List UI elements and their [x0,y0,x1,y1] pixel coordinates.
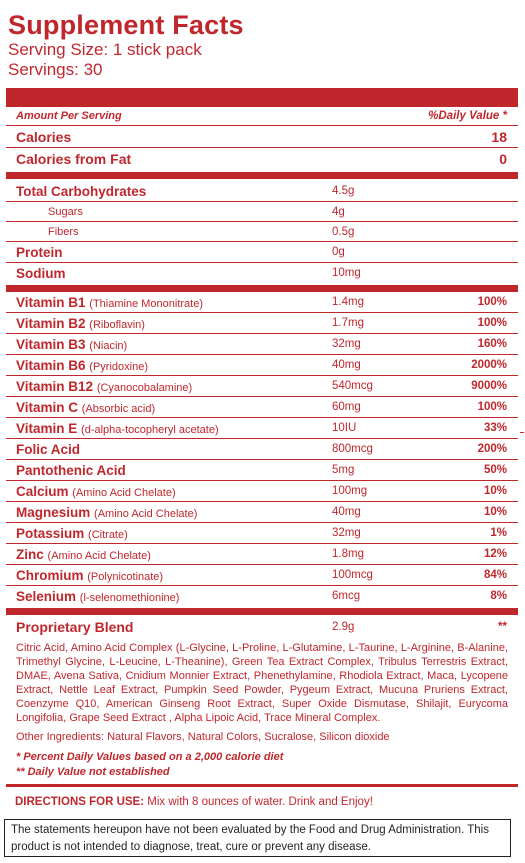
nutrient-name: Vitamin E [16,420,78,436]
nutrient-name: Selenium [16,588,77,604]
nutrient-amount: 1.4mg [332,296,364,308]
amount-per-serving-label: Amount Per Serving [16,110,122,122]
nutrient-row [6,502,518,522]
nutrient-name: Folic Acid [16,441,81,457]
nutrient-row [6,376,518,396]
nutrient-row [6,544,518,564]
nutrient-daily-value: 33% [483,422,507,434]
blend-ingredients: Citric Acid, Amino Acid Complex (L-Glycine, L-Proline, L-Glutamine, L-Taurine, L-Arginine, B-Alanine, Trimethyl Glycine, L-Leucine, L-Theanine), Green Tea Extract Complex, Tribulus Terrestris Extract, DMAE, Avena Sativa, Cnidium Monnier Extract, Phenethylamine, Rhodiola Extract, Maca, Lycopene Extract, Nettle Leaf Extract, Pumpkin Seed Powder, Pygeum Extract, Mucuna Pruriens Extract, Coenzyme Q10, American Ginseng Root Extract, Super Oxide Dismutase, Shilajit, Eurycoma Longifolia, Grape Seed Extract , Alpha Lipoic Acid, Trace Mineral Complex. [16,642,508,724]
nutrient-daily-value: 100% [477,401,507,413]
nutrient-form: (Polynicotinate) [87,570,164,583]
nutrient-row [6,565,518,585]
nutrient-form: (Thiamine Mononitrate) [89,297,204,310]
nutrient-name: Magnesium [16,504,91,520]
calories-from-fat-row: Calories from Fat 0 [16,150,507,167]
nutrient-form: (Amino Acid Chelate) [47,549,151,562]
carbohydrates-row: Total Carbohydrates 4.5g [16,183,355,199]
nutrient-daily-value: 84% [483,569,507,581]
nutrient-daily-value: 50% [483,464,507,476]
nutrient-name: Vitamin B2 [16,315,86,331]
directions-text: Mix with 8 ounces of water. Drink and Enjoy! [144,796,373,808]
medium-divider [6,608,518,615]
nutrient-amount: 1.8mg [332,548,364,560]
nutrient-form: (d-alpha-tocopheryl acetate) [81,423,219,436]
edge-tick [520,432,524,433]
nutrient-amount: 40mg [332,359,361,371]
column-header [6,107,518,125]
vitamin-list [6,292,518,606]
nutrient-name: Vitamin B1 [16,294,86,310]
serving-size: Serving Size: 1 stick pack [8,40,202,59]
protein-row: Protein 0g [16,244,345,260]
other-ingredients: Other Ingredients: Natural Flavors, Natural Colors, Sucralose, Silicon dioxide [16,731,390,743]
nutrient-row [6,481,518,501]
directions-label: DIRECTIONS FOR USE: [15,796,145,808]
nutrient-row [6,292,518,312]
proprietary-blend-row: Proprietary Blend 2.9g ** [16,619,507,635]
sugars-row: Sugars 4g [48,205,345,218]
nutrient-amount: 10IU [332,422,357,434]
medium-divider [6,172,518,179]
nutrient-daily-value: 10% [483,485,507,497]
nutrient-form: (Amino Acid Chelate) [94,507,198,520]
fda-disclaimer: The statements hereupon have not been evaluated by the Food and Drug Administration. This product is not intended to diagnose, treat, cure or prevent any disease. [4,819,511,857]
nutrient-name: Calcium [16,483,69,499]
calories-row: Calories 18 [16,128,507,145]
daily-value-label: %Daily Value * [428,110,507,122]
nutrient-name: Zinc [16,546,44,562]
nutrient-form: (Cyanocobalamine) [96,381,193,394]
nutrient-amount: 800mcg [332,443,373,455]
sodium-row: Sodium 10mg [16,265,361,281]
nutrient-daily-value: 8% [490,590,507,602]
nutrient-amount: 100mcg [332,569,373,581]
nutrient-amount: 1.7mg [332,317,364,329]
nutrient-name: Vitamin C [16,399,79,415]
nutrient-row [6,313,518,333]
nutrient-form: (Pyridoxine) [89,360,148,373]
footnote-not-established: ** Daily Value not established [16,766,170,778]
nutrient-form: (Amino Acid Chelate) [72,486,176,499]
nutrient-amount: 540mcg [332,380,373,392]
directions [15,796,373,808]
nutrient-name: Pantothenic Acid [16,462,126,478]
fibers-row: Fibers 0.5g [48,225,355,238]
nutrient-daily-value: 1% [490,527,507,539]
nutrient-row [6,334,518,354]
nutrient-amount: 6mcg [332,590,361,602]
nutrient-row [6,523,518,543]
nutrient-daily-value: 100% [477,296,507,308]
nutrient-name: Vitamin B12 [16,378,94,394]
nutrient-form: (Riboflavin) [89,318,145,331]
nutrient-form: (Absorbic acid) [81,402,156,415]
nutrient-daily-value: 9000% [471,380,507,392]
nutrient-daily-value: 12% [483,548,507,560]
nutrient-amount: 32mg [332,338,361,350]
nutrient-row [6,439,518,459]
nutrient-daily-value: 2000% [471,359,507,371]
nutrient-amount: 60mg [332,401,361,413]
servings-per-container: Servings: 30 [8,60,103,79]
nutrient-form: (Citrate) [88,528,128,541]
medium-divider [6,285,518,292]
nutrient-amount: 5mg [332,464,355,476]
nutrient-amount: 32mg [332,527,361,539]
nutrient-amount: 40mg [332,506,361,518]
nutrient-row [6,355,518,375]
supplement-facts-panel [6,0,518,787]
bottom-divider [6,784,518,787]
nutrient-row [6,586,518,606]
nutrient-daily-value: 160% [477,338,507,350]
nutrient-daily-value: 200% [477,443,507,455]
thick-divider [6,88,518,107]
nutrient-daily-value: 10% [483,506,507,518]
nutrient-name: Vitamin B6 [16,357,86,373]
nutrient-form: (Niacin) [89,339,128,352]
nutrient-row [6,460,518,480]
footnote-daily-values: * Percent Daily Values based on a 2,000 calorie diet [16,751,284,763]
nutrient-amount: 100mg [332,485,368,497]
nutrient-daily-value: 100% [477,317,507,329]
nutrient-name: Vitamin B3 [16,336,86,352]
panel-title: Supplement Facts [8,10,244,40]
nutrient-name: Chromium [16,567,84,583]
nutrient-row [6,397,518,417]
nutrient-row [6,418,518,438]
nutrient-name: Potassium [16,525,85,541]
nutrient-form: (l-selenomethionine) [79,591,180,604]
